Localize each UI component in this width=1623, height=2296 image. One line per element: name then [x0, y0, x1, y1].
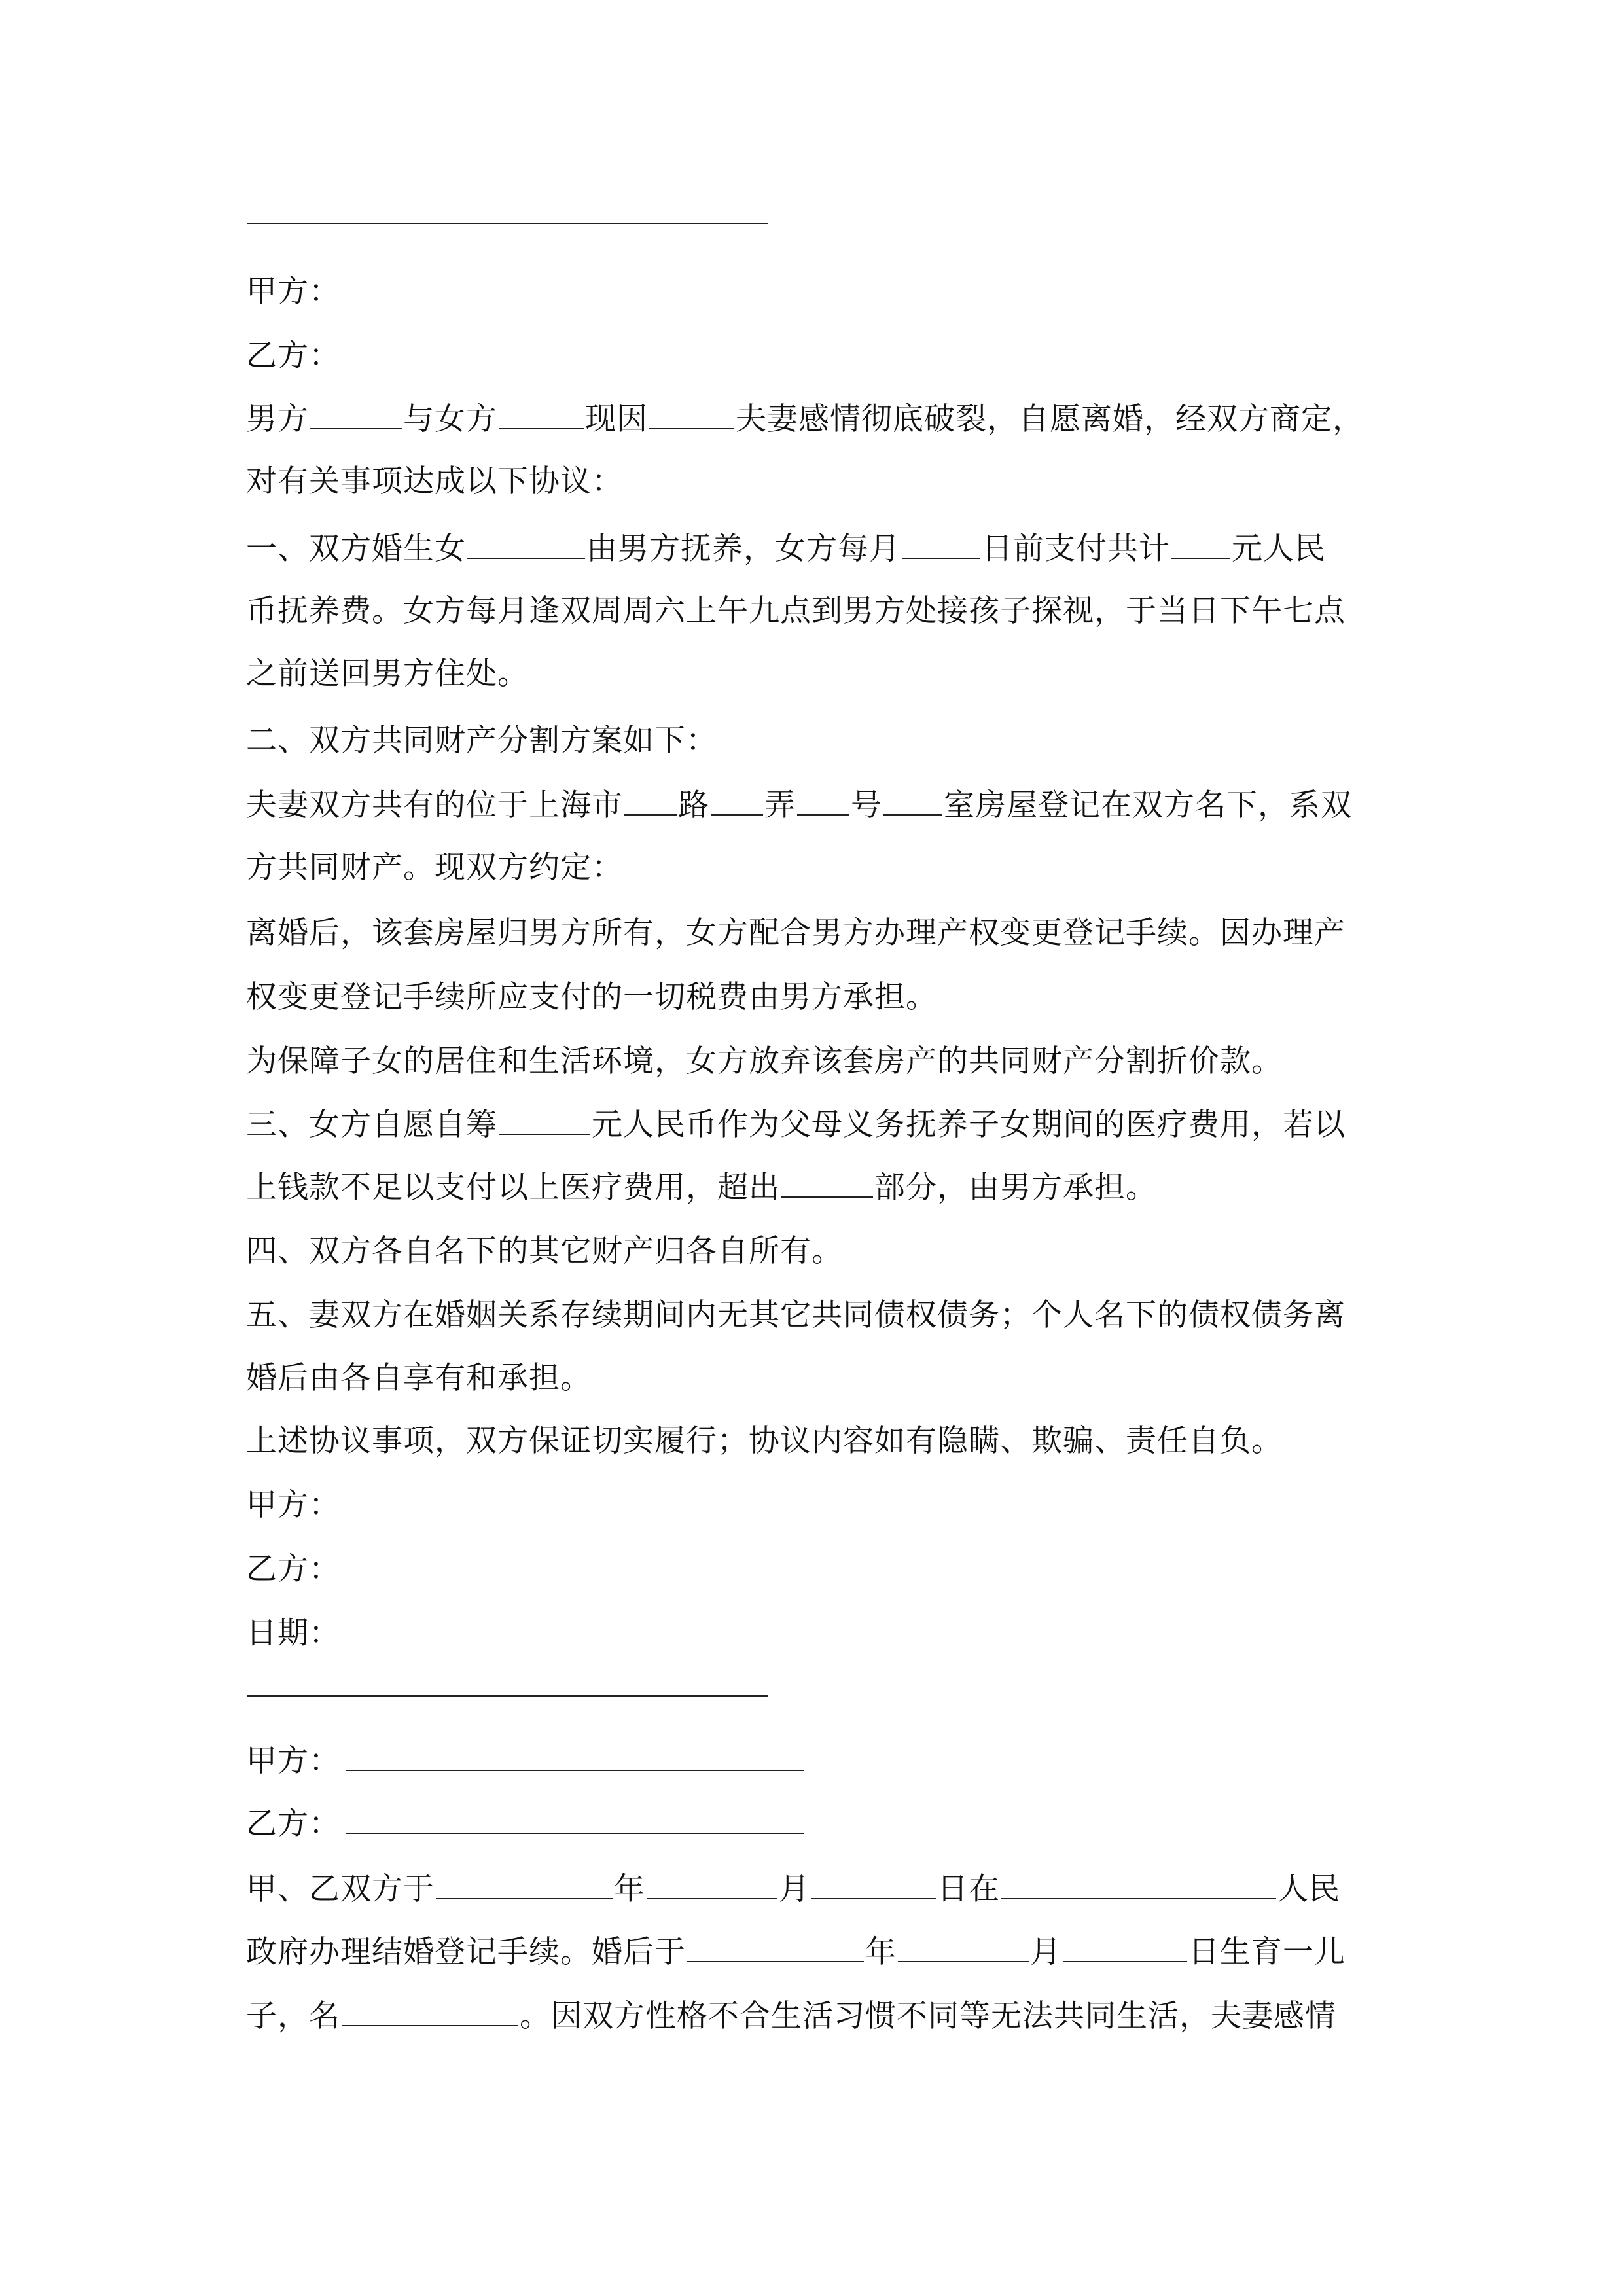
separator-rule-middle: [247, 1695, 768, 1697]
para-text: 月: [1030, 1934, 1061, 1970]
marriage-para-line-2: [246, 1932, 1378, 1972]
party-a-label: 甲方：: [246, 274, 340, 310]
blank-field: [781, 1168, 873, 1198]
blank-field: [624, 785, 677, 816]
clause-4: 四、双方各自名下的其它财产归各自所有。: [246, 1233, 843, 1269]
blank-field: [883, 785, 942, 816]
para-text: 年: [865, 1934, 897, 1970]
section2-party-b: [246, 1804, 1378, 1844]
para-text: 日在: [937, 1871, 1000, 1907]
blank-field: [342, 1996, 518, 2026]
clause-text: 由男方抚养，女方每月: [586, 531, 901, 567]
clause-text: 路: [678, 787, 709, 823]
para-text: 政府办理结婚登记手续。婚后于: [246, 1934, 686, 1970]
para-text: 月: [779, 1871, 810, 1907]
clause-2-line-4: 权变更登记手续所应支付的一切税费由男方承担。: [246, 979, 937, 1015]
clause-2-title: 二、双方共同财产分割方案如下：: [246, 723, 717, 759]
intro-line-2: 对有关事项达成以下协议：: [246, 463, 623, 499]
sign-party-b: 乙方：: [246, 1551, 340, 1587]
clause-text: 元人民: [1232, 531, 1326, 567]
clause-text: 部分，由男方承担。: [874, 1170, 1157, 1206]
clause-text: 上钱款不足以支付以上医疗费用，超出: [246, 1170, 780, 1206]
clause-text: 一、双方婚生女: [246, 531, 466, 567]
blank-field: [467, 529, 585, 559]
blank-field: [649, 399, 734, 429]
blank-field: [898, 1932, 1029, 1962]
para-text: 年: [614, 1871, 645, 1907]
intro-text: 男方: [246, 401, 309, 437]
clause-3-line-2: [246, 1168, 1378, 1208]
clause-text: 弄: [764, 787, 796, 823]
blank-field: [436, 1869, 613, 1899]
intro-text: 现因: [585, 401, 648, 437]
clause-2-line-3: 离婚后，该套房屋归男方所有，女方配合男方办理产权变更登记手续。因办理产: [246, 915, 1346, 951]
clause-5-line-1: 五、妻双方在婚姻关系存续期间内无其它共同债权债务；个人名下的债权债务离: [246, 1297, 1346, 1333]
clause-1-line-2: 币抚养费。女方每月逢双周周六上午九点到男方处接孩子探视，于当日下午七点: [246, 593, 1346, 629]
clause-text: 夫妻双方共有的位于上海市: [246, 787, 623, 823]
para-text: 。因双方性格不合生活习惯不同等无法共同生活，夫妻感情: [520, 1998, 1336, 2034]
intro-text: 夫妻感情彻底破裂，自愿离婚，经双方商定，: [736, 401, 1364, 437]
clause-2-line-2: 方共同财产。现双方约定：: [246, 850, 623, 886]
blank-field: [499, 399, 584, 429]
intro-line-1: [246, 399, 1378, 439]
clause-2-line-5: 为保障子女的居住和生活环境，女方放弃该套房产的共同财产分割折价款。: [246, 1043, 1283, 1079]
blank-field: [1001, 1869, 1276, 1899]
separator-rule-top: [247, 223, 768, 224]
blank-field: [812, 1869, 936, 1899]
section2-party-a: [246, 1741, 1378, 1781]
sign-party-a: 甲方：: [246, 1487, 340, 1523]
clause-text: 室房屋登记在双方名下，系双: [944, 787, 1352, 823]
blank-field: [310, 399, 402, 429]
para-text: 日生育一儿: [1188, 1934, 1346, 1970]
clause-3-line-1: [246, 1105, 1378, 1145]
party-label: 乙方：: [246, 1806, 340, 1842]
clause-5-line-2: 婚后由各自享有和承担。: [246, 1360, 592, 1396]
blank-field: [1171, 529, 1230, 559]
marriage-para-line-3: [246, 1996, 1378, 2036]
blank-field: [647, 1869, 777, 1899]
blank-field: [902, 529, 980, 559]
clause-text: 元人民币作为父母义务抚养子女期间的医疗费用，若以: [592, 1107, 1346, 1143]
blank-field: [797, 785, 849, 816]
clause-2-line-1: [246, 785, 1378, 825]
signature-blank: [346, 1741, 804, 1771]
closing-statement: 上述协议事项，双方保证切实履行；协议内容如有隐瞒、欺骗、责任自负。: [246, 1423, 1283, 1459]
sign-date: 日期：: [246, 1615, 340, 1651]
intro-text: 与女方: [403, 401, 497, 437]
para-text: 甲、乙双方于: [246, 1871, 435, 1907]
clause-1-line-3: 之前送回男方住处。: [246, 656, 529, 692]
clause-text: 三、女方自愿自筹: [246, 1107, 497, 1143]
blank-field: [711, 785, 763, 816]
blank-field: [687, 1932, 864, 1962]
signature-blank: [346, 1804, 804, 1834]
clause-text: 日前支付共计: [982, 531, 1170, 567]
clause-1-line-1: [246, 529, 1378, 569]
clause-text: 号: [851, 787, 882, 823]
party-label: 甲方：: [246, 1743, 340, 1779]
blank-field: [499, 1105, 590, 1135]
para-text: 人民: [1277, 1871, 1340, 1907]
marriage-para-line-1: [246, 1869, 1378, 1909]
para-text: 子，名: [246, 1998, 340, 2034]
party-b-label: 乙方：: [246, 338, 340, 374]
blank-field: [1063, 1932, 1187, 1962]
